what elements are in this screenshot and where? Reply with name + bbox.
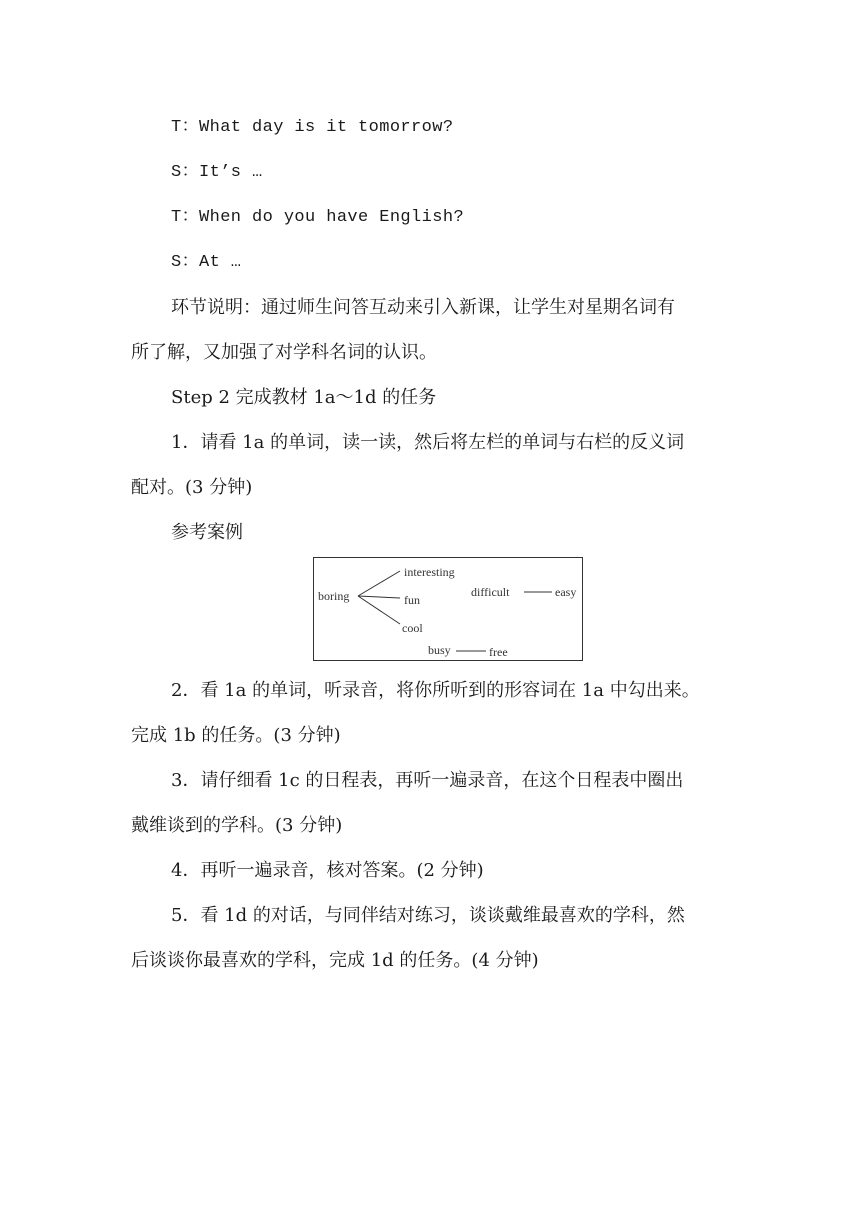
task1-line-2: 配对。(3 分钟) — [131, 477, 253, 498]
diagram-pair-left-difficult: difficult — [471, 585, 510, 599]
task3-line-2: 戴维谈到的学科。(3 分钟) — [131, 815, 343, 836]
diagram-pair-left-busy: busy — [428, 643, 451, 657]
step2-heading: Step 2 完成教材 1a～1d 的任务 — [171, 387, 437, 408]
branch-line-interesting — [358, 571, 400, 596]
branch-line-fun — [358, 596, 400, 598]
task5-line-1: 5．看 1d 的对话，与同伴结对练习，谈谈戴维最喜欢的学科，然 — [171, 905, 685, 926]
diagram-pair-right-easy: easy — [555, 585, 577, 599]
reference-label: 参考案例 — [171, 522, 243, 543]
antonym-diagram — [313, 557, 583, 661]
diagram-branch-word-cool: cool — [402, 621, 423, 635]
dialogue-line-student-1: S：It’s … — [171, 163, 263, 182]
dialogue-line-teacher-1: T：What day is it tomorrow? — [171, 118, 454, 137]
explanation-line-1: 环节说明：通过师生问答互动来引入新课，让学生对星期名词有 — [171, 297, 675, 318]
task4-line: 4．再听一遍录音，核对答案。(2 分钟) — [171, 860, 484, 881]
branch-line-cool — [358, 596, 400, 624]
dialogue-line-student-2: S：At … — [171, 253, 242, 272]
antonym-diagram-svg — [314, 558, 584, 662]
task1-line-1: 1．请看 1a 的单词，读一读，然后将左栏的单词与右栏的反义词 — [171, 432, 685, 453]
task5-line-2: 后谈谈你最喜欢的学科，完成 1d 的任务。(4 分钟) — [131, 950, 539, 971]
task3-line-1: 3．请仔细看 1c 的日程表，再听一遍录音，在这个日程表中圈出 — [171, 770, 684, 791]
task2-line-1: 2．看 1a 的单词，听录音，将你所听到的形容词在 1a 中勾出来。 — [171, 680, 700, 701]
dialogue-line-teacher-2: T：When do you have English? — [171, 208, 465, 227]
task2-line-2: 完成 1b 的任务。(3 分钟) — [131, 725, 341, 746]
diagram-branch-word-interesting: interesting — [404, 565, 455, 579]
diagram-pair-right-free: free — [489, 645, 508, 659]
diagram-root-word: boring — [318, 589, 350, 603]
explanation-line-2: 所了解，又加强了对学科名词的认识。 — [131, 342, 437, 363]
diagram-branch-word-fun: fun — [404, 593, 420, 607]
